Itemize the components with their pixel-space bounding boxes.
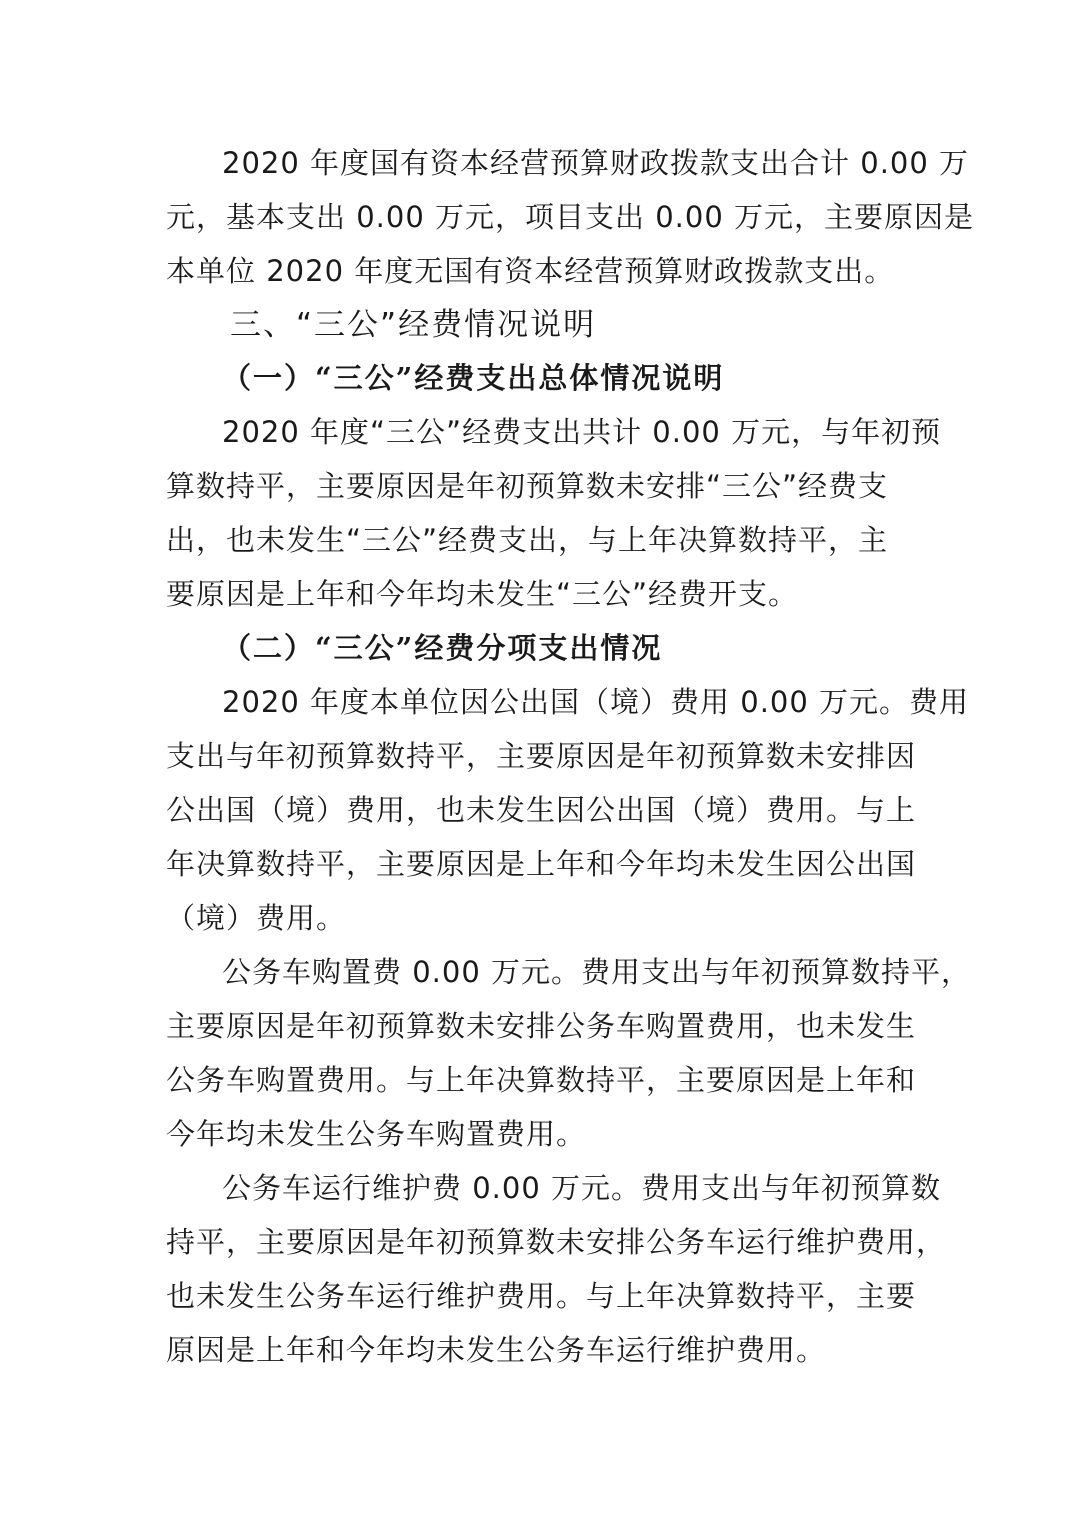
paragraph-line: 公务车购置费 0.00 万元。费用支出与年初预算数持平， xyxy=(222,955,972,989)
subsection-heading: （一）“三公”经费支出总体情况说明 xyxy=(222,361,725,395)
paragraph-line: 也未发生公务车运行维护费用。与上年决算数持平，主要 xyxy=(166,1279,917,1313)
paragraph-line: 要原因是上年和今年均未发生“三公”经费开支。 xyxy=(166,577,799,611)
paragraph-line: 元，基本支出 0.00 万元，项目支出 0.00 万元，主要原因是 xyxy=(166,200,975,234)
subsection-heading: （二）“三公”经费分项支出情况 xyxy=(222,631,663,665)
paragraph-line: 主要原因是年初预算数未安排公务车购置费用，也未发生 xyxy=(166,1009,917,1043)
paragraph-line: 公务车运行维护费 0.00 万元。费用支出与年初预算数 xyxy=(222,1171,942,1205)
paragraph-line: 2020 年度国有资本经营预算财政拨款支出合计 0.00 万 xyxy=(222,146,970,180)
paragraph-line: 本单位 2020 年度无国有资本经营预算财政拨款支出。 xyxy=(166,254,895,288)
paragraph-line: 今年均未发生公务车购置费用。 xyxy=(166,1117,587,1151)
paragraph-line: 2020 年度“三公”经费支出共计 0.00 万元，与年初预 xyxy=(222,415,942,449)
paragraph-line: 年决算数持平，主要原因是上年和今年均未发生因公出国 xyxy=(166,847,917,881)
paragraph-line: 公出国（境）费用，也未发生因公出国（境）费用。与上 xyxy=(166,793,917,827)
paragraph-line: 支出与年初预算数持平，主要原因是年初预算数未安排因 xyxy=(166,739,917,773)
paragraph-line: 算数持平，主要原因是年初预算数未安排“三公”经费支 xyxy=(166,469,889,503)
paragraph-line: 出，也未发生“三公”经费支出，与上年决算数持平，主 xyxy=(166,523,889,557)
section-heading: 三、“三公”经费情况说明 xyxy=(230,307,597,343)
paragraph-line: 持平，主要原因是年初预算数未安排公务车运行维护费用， xyxy=(166,1225,947,1259)
paragraph-line: 公务车购置费用。与上年决算数持平，主要原因是上年和 xyxy=(166,1063,917,1097)
paragraph-line: （境）费用。 xyxy=(166,901,347,935)
paragraph-line: 原因是上年和今年均未发生公务车运行维护费用。 xyxy=(166,1333,827,1367)
paragraph-line: 2020 年度本单位因公出国（境）费用 0.00 万元。费用 xyxy=(222,685,970,719)
